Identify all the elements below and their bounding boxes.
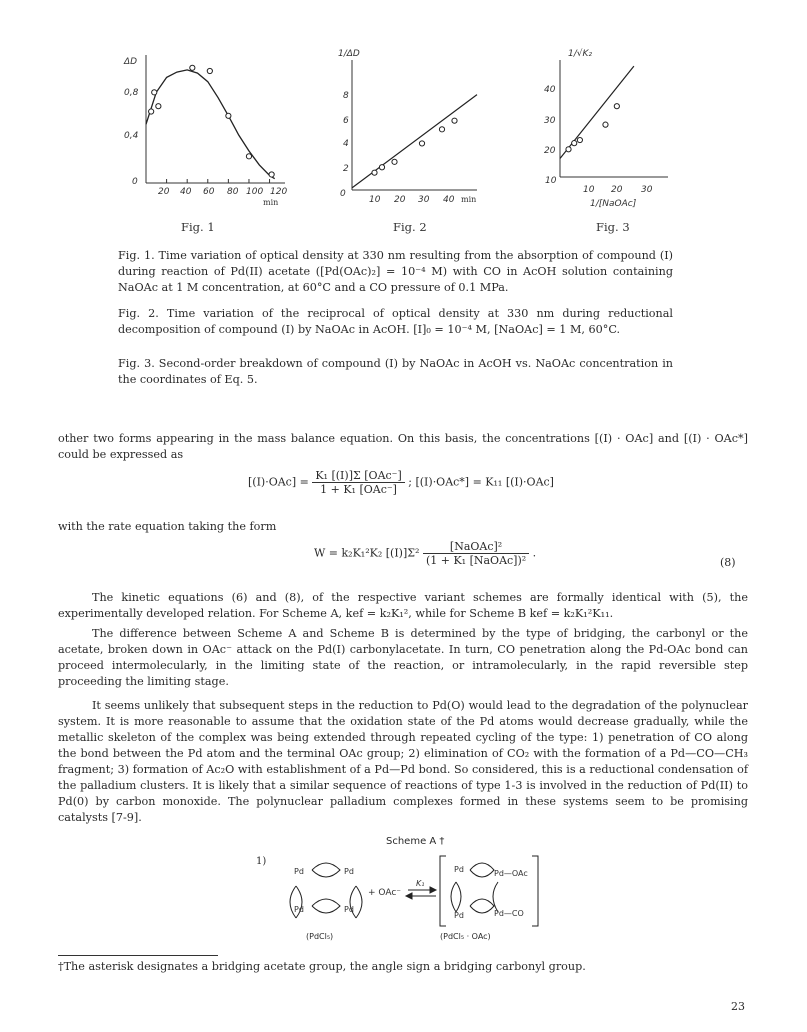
fig3-point-2: [577, 137, 582, 142]
fig2-xtick-20: 20: [394, 195, 406, 205]
fig3-xtick-10: 10: [583, 185, 595, 195]
fig1-fitted-curve: [146, 70, 275, 179]
fig3-point-0: [566, 147, 571, 152]
fig1-point-0: [149, 109, 154, 114]
equilibrium-arrow: [406, 887, 436, 899]
paragraph-scheme-difference: The difference between Scheme A and Scheme B is determined by the type of bridging, the carbonyl or the acetate, broken down in OAc⁻ attack on the Pd(I) carbonylacetate. In turn, CO penetration along the Pd-OAc bond can proceed intermolecularly, in the limiting state of the reaction, or intramolecularly, in the rapid reversible step proceeding the limiting stage.: [58, 627, 748, 688]
equation-number-8: (8): [720, 556, 736, 569]
fig2-ytick-2: 2: [343, 164, 349, 174]
fig3-point-1: [572, 141, 577, 146]
scheme-left-caption: (PdCl₅): [306, 932, 334, 941]
fig2-xtick-10: 10: [369, 195, 381, 205]
eq2-lhs: W = k₂K₁²K₂ [(I)]Σ²: [314, 546, 420, 560]
fig1-point-1: [152, 90, 157, 95]
eq1-numerator: K₁ [(I)]Σ [OAc⁻]: [312, 469, 404, 483]
fig3-ytick-20: 20: [544, 146, 556, 156]
fig1-point-2: [156, 104, 161, 109]
figures-panel: [0, 0, 807, 240]
fig1-point-6: [246, 154, 251, 159]
fig3: [544, 48, 668, 209]
fig3-point-4: [614, 104, 619, 109]
fig3-label: Fig. 3: [596, 220, 630, 234]
fig2-point-1: [379, 165, 384, 170]
fig3-ytick-40: 40: [544, 85, 556, 95]
fig3-ytick-10: 10: [545, 176, 557, 186]
right-pd-oac: Pd—OAc: [494, 869, 528, 878]
plus-oac: + OAc⁻: [368, 888, 402, 898]
k1-label: K₁: [416, 879, 425, 888]
fig2-caption: Fig. 2. Time variation of the reciprocal of optical density at 330 nm during reductional decomposition of compound (I) by NaOAc in AcOH. [I]₀ = 10⁻⁴ M, [NaOAc] = 1 M, 60°C.: [118, 307, 673, 336]
eq1-lhs: [(I)·OAc] =: [248, 475, 309, 489]
fig2-xlabel: min: [461, 195, 477, 204]
fig2-point-2: [392, 159, 397, 164]
eq2-dot: .: [532, 546, 537, 560]
fig2-ytick-4: 4: [343, 139, 349, 149]
fig1-ytick-08: 0,8: [124, 88, 139, 98]
scheme-a-diagram: [260, 850, 560, 940]
fig3-fit-line: [560, 66, 634, 158]
right-pd-bl: Pd: [454, 911, 464, 920]
fig2-point-4: [439, 127, 444, 132]
left-pd-bl: Pd: [294, 905, 304, 914]
fig2-xtick-40: 40: [443, 195, 455, 205]
equation-rate: [314, 540, 536, 567]
fig1-ytick-0: 0: [132, 177, 138, 187]
right-pd-tl: Pd: [454, 865, 464, 874]
fig1-label: Fig. 1: [181, 220, 215, 234]
fig1-xtick-80: 80: [227, 187, 239, 197]
fig2-ytick-0: 0: [340, 189, 346, 199]
paragraph-rate-equation-intro: with the rate equation taking the form: [58, 520, 277, 533]
paragraph-mass-balance: other two forms appearing in the mass balance equation. On this basis, the concentrations [(I) · OAc] and [(I) · OAc*] could be expressed as: [58, 432, 748, 461]
paragraph-polynuclear: It seems unlikely that subsequent steps in the reduction to Pd(O) would lead to the degradation of the polynuclear system. It is more reasonable to assume that the oxidation state of the Pd atoms would decrease gradually, while the metallic skeleton of the complex was being extended through repeated cycling of the type: 1) penetration of CO along the bond between the Pd atom and the terminal OAc group; 2) elimination of CO₂ with the formation of a Pd—CO—CH₃ fragment; 3) formation of Ac₂O with establishment of a Pd—Pd bond. So considered, this is a reductional condensation of the palladium clusters. It is likely that a similar sequence of reactions of type 1-3 is involved in the reduction of Pd(II) to Pd(0) by carbon monoxide. The polynuclear palladium complexes formed in these systems seem to be promising catalysts [7-9].: [58, 699, 748, 824]
eq1-denominator: 1 + K₁ [OAc⁻]: [320, 483, 397, 496]
fig2-fit-line: [352, 95, 477, 188]
fig1-point-3: [190, 65, 195, 70]
fig1-point-7: [269, 172, 274, 177]
fig2-point-5: [452, 118, 457, 123]
eq1-fraction: [312, 469, 404, 496]
fig1-caption: Fig. 1. Time variation of optical density at 330 nm resulting from the absorption of compound (I) during reaction of Pd(II) acetate ([Pd(OAc)₂] = 10⁻⁴ M) with CO in AcOH solution containing NaOAc at 1 M concentration, at 60°C and a CO pressure of 0.1 MPa.: [118, 249, 673, 294]
page-number: 23: [731, 1000, 745, 1013]
left-pd-br: Pd: [344, 905, 354, 914]
eq1-rhs: ; [(I)·OAc*] = K₁₁ [(I)·OAc]: [408, 475, 554, 489]
fig1-point-5: [226, 113, 231, 118]
fig1-ylabel: ΔD: [124, 57, 138, 67]
fig2-ytick-6: 6: [343, 116, 349, 126]
fig1-xtick-60: 60: [203, 187, 215, 197]
left-pd-tl: Pd: [294, 867, 304, 876]
fig2-xtick-30: 30: [418, 195, 430, 205]
fig3-xtick-30: 30: [641, 185, 653, 195]
fig3-caption: Fig. 3. Second-order breakdown of compound (I) by NaOAc in AcOH vs. NaOAc concentration in the coordinates of Eq. 5.: [118, 357, 673, 386]
fig1-xtick-120: 120: [270, 187, 288, 197]
fig3-xtick-20: 20: [611, 185, 623, 195]
scheme-right-caption: (PdCl₅ · OAc): [440, 932, 491, 941]
fig2: [338, 49, 477, 205]
fig2-ylabel: 1/ΔD: [338, 49, 360, 59]
fig1-xtick-100: 100: [246, 187, 264, 197]
fig3-xlabel: 1/[NaOAc]: [590, 199, 637, 209]
eq2-numerator: [NaOAc]²: [423, 540, 529, 554]
fig1: [123, 55, 287, 207]
fig3-point-3: [603, 122, 608, 127]
fig3-ylabel: 1/√K₂: [568, 49, 593, 59]
footnote-rule: [58, 955, 218, 956]
left-pd-tr: Pd: [344, 867, 354, 876]
fig2-label: Fig. 2: [393, 220, 427, 234]
fig2-point-3: [419, 141, 424, 146]
scheme-title: Scheme A †: [386, 836, 445, 847]
fig3-ytick-30: 30: [544, 116, 556, 126]
eq2-fraction: [423, 540, 529, 567]
equation-concentrations: [248, 469, 554, 496]
fig2-point-0: [372, 170, 377, 175]
fig1-xtick-20: 20: [158, 187, 170, 197]
footnote: †The asterisk designates a bridging acetate group, the angle sign a bridging carbonyl group.: [58, 960, 586, 973]
scheme-step-number: 1): [256, 856, 267, 867]
fig2-ytick-8: 8: [343, 91, 349, 101]
eq2-denominator: (1 + K₁ [NaOAc])²: [425, 554, 527, 567]
fig1-xlabel: min: [263, 198, 279, 207]
right-pd-co: Pd—CO: [494, 909, 524, 918]
fig1-point-4: [207, 68, 212, 73]
paragraph-kinetic-equations: The kinetic equations (6) and (8), of the respective variant schemes are formally identical with (5), the experimentally developed relation. For Scheme A, kef = k₂K₁², while for Scheme B kef = k₂K₁²K₁₁.: [58, 591, 748, 620]
fig1-ytick-04: 0,4: [124, 131, 139, 141]
fig1-xtick-40: 40: [180, 187, 192, 197]
